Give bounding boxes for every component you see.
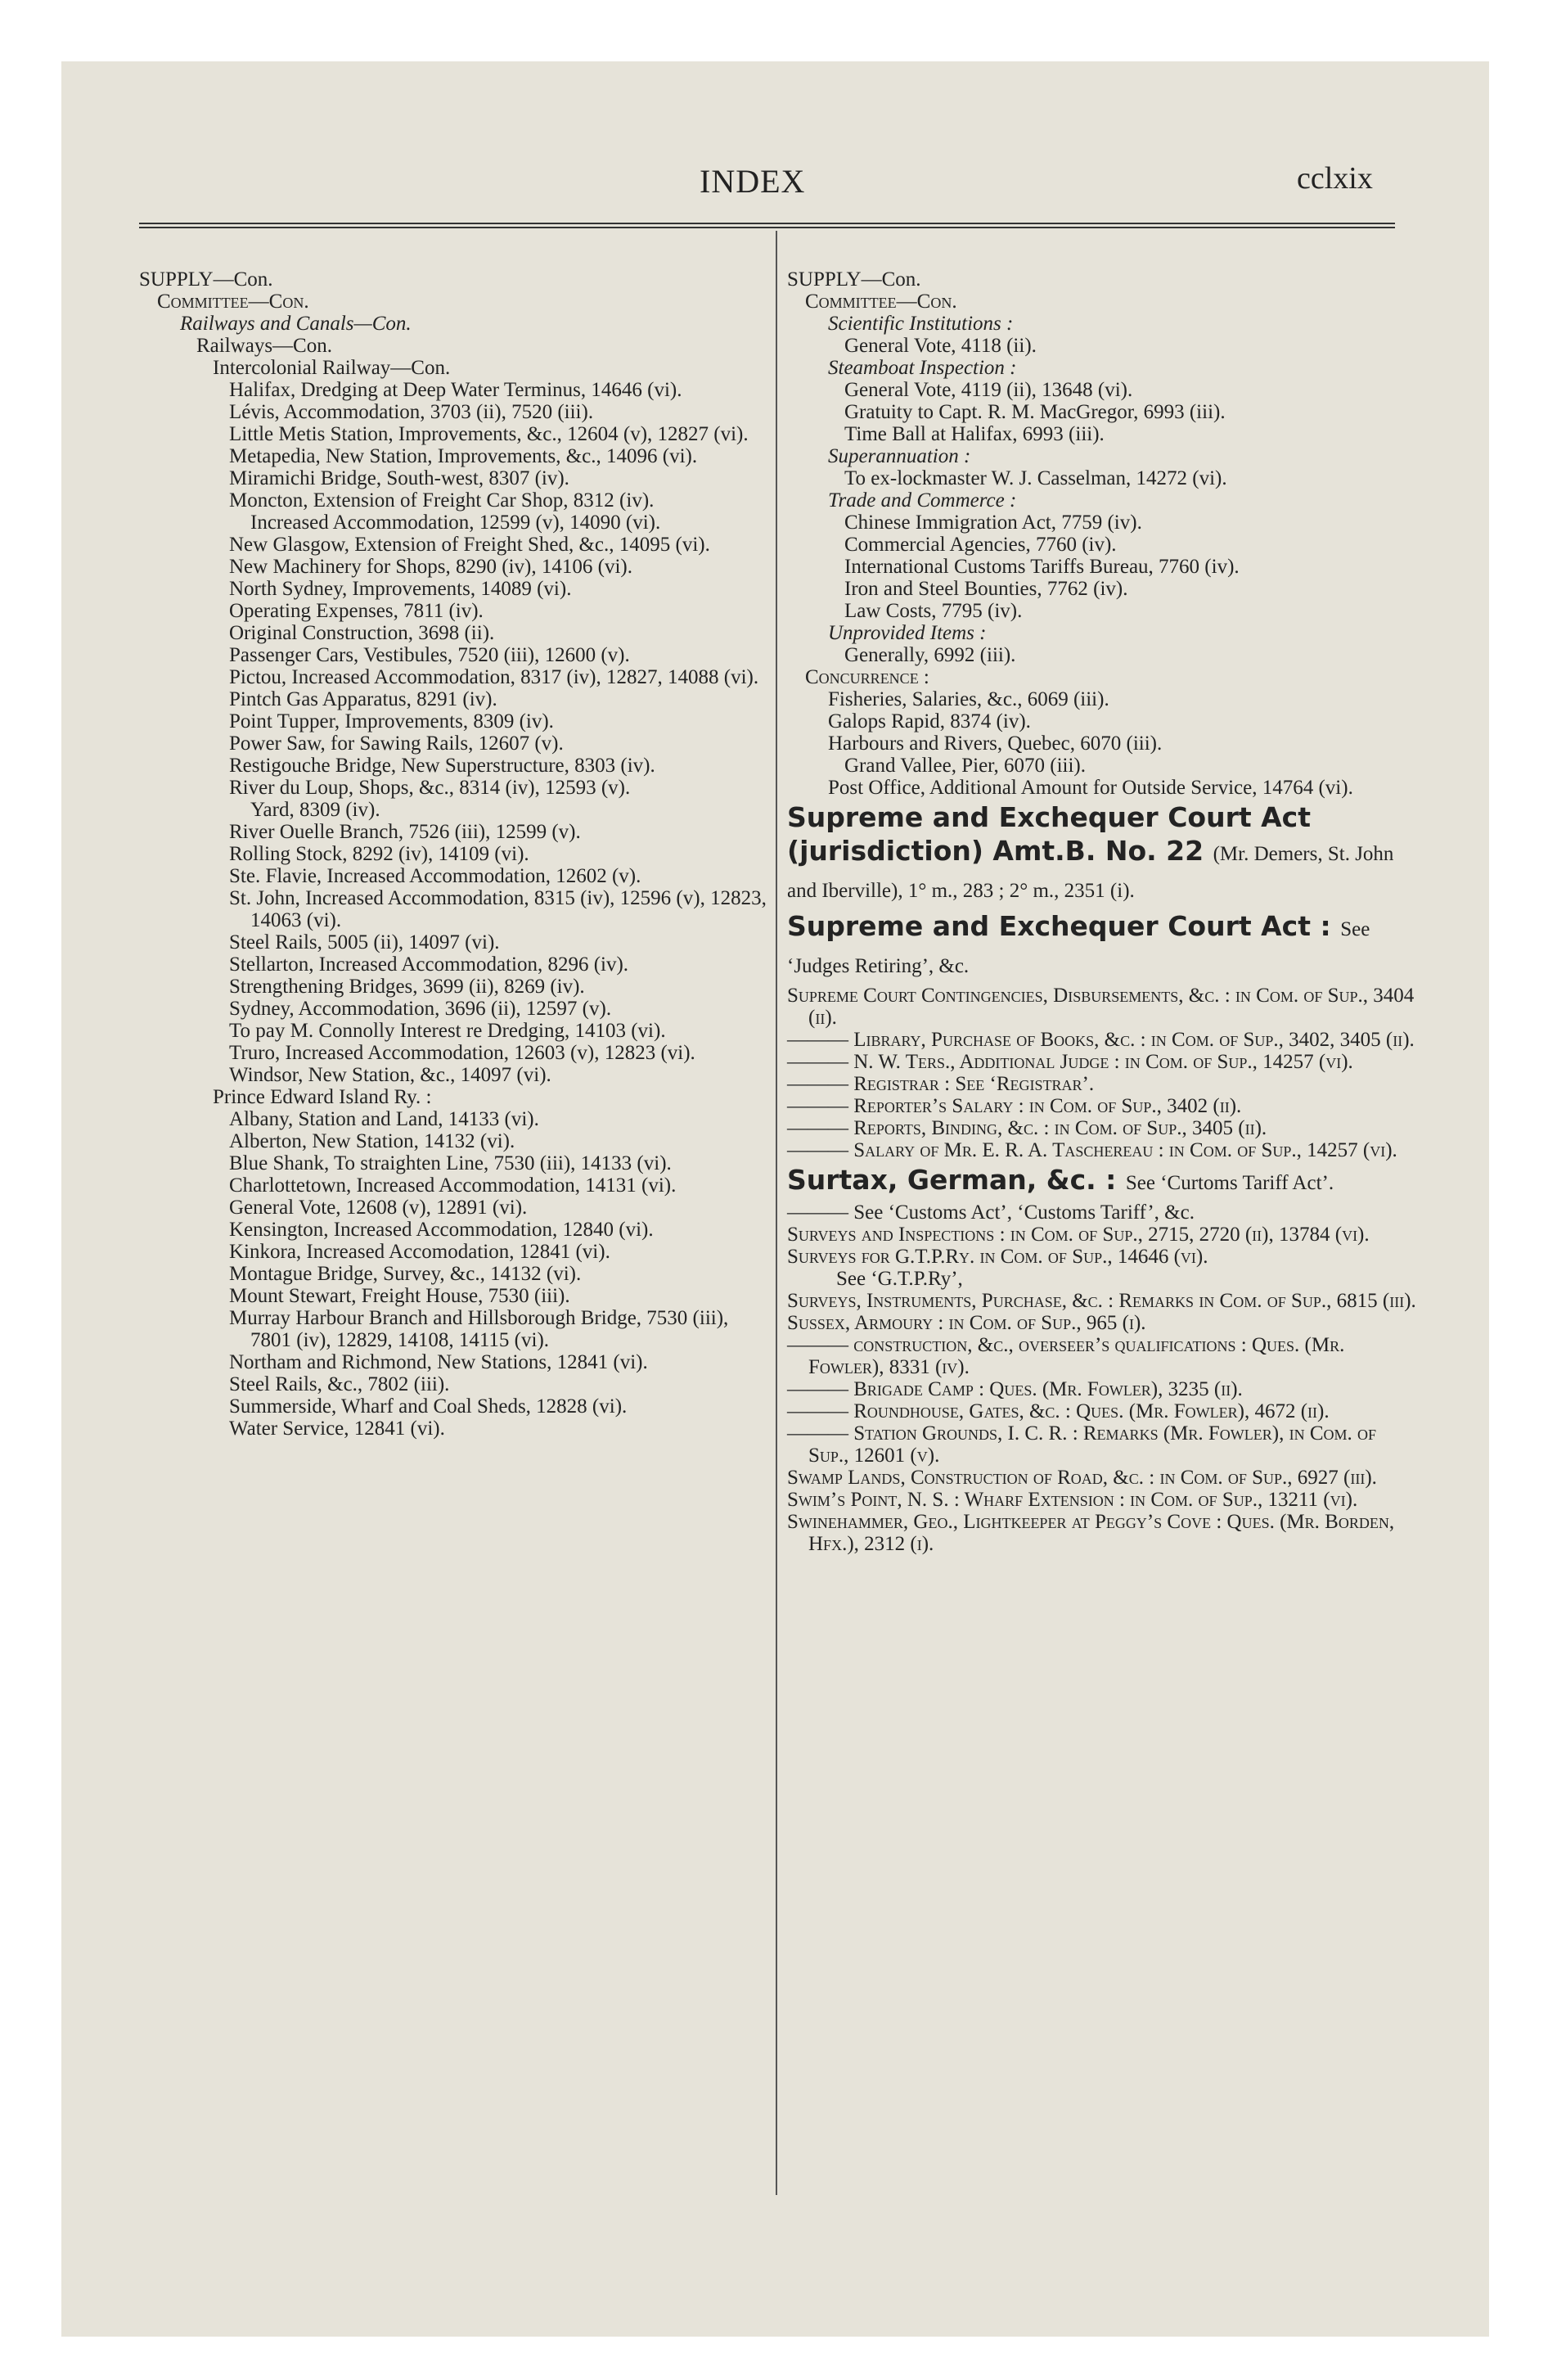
index-entry	[139, 799, 773, 821]
index-entry	[139, 976, 773, 998]
index-entry	[139, 401, 773, 423]
index-entry	[139, 1395, 773, 1418]
index-entry-text: Sydney, Accommodation, 3696 (ii), 12597 (v).	[229, 998, 612, 1020]
index-entry-text: Supreme Court Contingencies, Disbursements, &c. : in Com. of Sup., 3404 (ii).	[787, 985, 1415, 1029]
index-entry	[139, 1197, 773, 1219]
index-entry-text: SUPPLY—Con.	[787, 268, 921, 291]
index-entry	[787, 1489, 1417, 1511]
index-entry	[139, 1020, 773, 1042]
index-entry	[139, 1418, 773, 1440]
index-entry-text: Kinkora, Increased Accomodation, 12841 (vi).	[229, 1241, 610, 1263]
index-entry	[139, 534, 773, 556]
index-entry-text: See ‘G.T.P.Ry’,	[836, 1268, 963, 1290]
index-entry-text: Restigouche Bridge, New Superstructure, 8303 (iv).	[229, 755, 655, 777]
index-entry	[787, 379, 1417, 401]
index-entry-text: Truro, Increased Accommodation, 12603 (v), 12823 (vi).	[229, 1042, 695, 1064]
index-entry	[787, 1029, 1417, 1051]
index-entry-text: Passenger Cars, Vestibules, 7520 (iii), 12600 (v).	[229, 644, 630, 666]
index-entry-text: Little Metis Station, Improvements, &c., 12604 (v), 12827 (vi).	[229, 423, 749, 445]
index-entry	[787, 1422, 1417, 1467]
index-entry	[787, 1312, 1417, 1334]
index-entry-text: Scientific Institutions :	[828, 313, 1014, 335]
index-entry-text: Mount Stewart, Freight House, 7530 (iii).	[229, 1285, 570, 1307]
index-entry-text: New Glasgow, Extension of Freight Shed, &c., 14095 (vi).	[229, 534, 710, 556]
index-entry	[139, 865, 773, 887]
index-entry-text: Iron and Steel Bounties, 7762 (iv).	[844, 578, 1128, 600]
index-entry-text: Steel Rails, 5005 (ii), 14097 (vi).	[229, 931, 500, 953]
index-entry-text: ——— N. W. Ters., Additional Judge : in Com. of Sup., 14257 (vi).	[787, 1051, 1353, 1073]
index-entry-text: Surveys for G.T.P.Ry. in Com. of Sup., 14646 (vi).	[787, 1246, 1208, 1268]
index-entry	[139, 556, 773, 578]
index-entry	[139, 1042, 773, 1064]
index-entry-text: Northam and Richmond, New Stations, 12841 (vi).	[229, 1351, 648, 1373]
index-entry	[787, 467, 1417, 489]
index-entry	[139, 489, 773, 512]
index-entry-text: Point Tupper, Improvements, 8309 (iv).	[229, 710, 554, 732]
index-entry-text: Railways—Con.	[196, 335, 332, 357]
index-entry	[139, 291, 773, 313]
index-entry	[787, 710, 1417, 732]
index-entry-text: ——— Reporter’s Salary : in Com. of Sup., 3402 (ii).	[787, 1095, 1242, 1117]
index-entry-text: Original Construction, 3698 (ii).	[229, 622, 495, 644]
index-entry	[787, 985, 1417, 1029]
index-entry	[139, 467, 773, 489]
index-entry	[139, 1130, 773, 1152]
index-entry	[787, 357, 1417, 379]
index-entry	[139, 578, 773, 600]
index-entry	[787, 556, 1417, 578]
page-number: cclxix	[1297, 161, 1373, 196]
index-entry	[787, 1073, 1417, 1095]
index-entry-text: Sussex, Armoury : in Com. of Sup., 965 (i).	[787, 1312, 1146, 1334]
index-entry	[787, 423, 1417, 445]
column-divider	[776, 231, 777, 2195]
index-entry	[787, 578, 1417, 600]
index-entry-text: Montague Bridge, Survey, &c., 14132 (vi).	[229, 1263, 582, 1285]
index-entry-text: ——— Roundhouse, Gates, &c. : Ques. (Mr. Fowler), 4672 (ii).	[787, 1400, 1330, 1422]
index-entry	[787, 512, 1417, 534]
index-entry-text: Steel Rails, &c., 7802 (iii).	[229, 1373, 450, 1395]
index-entry	[787, 1334, 1417, 1378]
index-entry-text: Blue Shank, To straighten Line, 7530 (iii), 14133 (vi).	[229, 1152, 672, 1174]
index-entry	[139, 821, 773, 843]
index-entry	[139, 1307, 773, 1351]
index-entry-text: Commercial Agencies, 7760 (iv).	[844, 534, 1117, 556]
index-entry	[139, 445, 773, 467]
index-entry-text: Generally, 6992 (iii).	[844, 644, 1016, 666]
index-entry	[787, 1201, 1417, 1224]
index-entry-text: Stellarton, Increased Accommodation, 8296 (iv).	[229, 953, 629, 976]
index-entry-text: Law Costs, 7795 (iv).	[844, 600, 1023, 622]
index-entry-text: Post Office, Additional Amount for Outside Service, 14764 (vi).	[828, 777, 1353, 799]
index-entry-text: Rolling Stock, 8292 (iv), 14109 (vi).	[229, 843, 529, 865]
index-entry	[787, 1139, 1417, 1161]
index-entry	[139, 644, 773, 666]
index-entry-text: Intercolonial Railway—Con.	[213, 357, 451, 379]
index-entry	[139, 1285, 773, 1307]
index-entry	[787, 335, 1417, 357]
index-entry-text: Fisheries, Salaries, &c., 6069 (iii).	[828, 688, 1109, 710]
index-entry-text: ——— Station Grounds, I. C. R. : Remarks (Mr. Fowler), in Com. of Sup., 12601 (v).	[787, 1422, 1377, 1467]
index-entry-text: St. John, Increased Accommodation, 8315 (iv), 12596 (v), 12823, 14063 (vi).	[229, 887, 767, 931]
index-entry-text: Kensington, Increased Accommodation, 12840 (vi).	[229, 1219, 654, 1241]
index-entry-text: Superannuation :	[828, 445, 971, 467]
index-entry	[787, 688, 1417, 710]
index-entry	[139, 953, 773, 976]
index-entry-text: Strengthening Bridges, 3699 (ii), 8269 (iv).	[229, 976, 585, 998]
index-entry	[787, 644, 1417, 666]
index-entry	[787, 401, 1417, 423]
index-entry	[139, 512, 773, 534]
index-entry-text: Summerside, Wharf and Coal Sheds, 12828 (vi).	[229, 1395, 628, 1418]
index-entry-text: Railways and Canals—Con.	[180, 313, 412, 335]
index-entry	[787, 1467, 1417, 1489]
left-column	[139, 268, 773, 1440]
index-entry	[139, 1351, 773, 1373]
index-entry-text: Harbours and Rivers, Quebec, 6070 (iii).	[828, 732, 1163, 755]
index-entry-text: Surveys and Inspections : in Com. of Sup., 2715, 2720 (ii), 13784 (vi).	[787, 1224, 1370, 1246]
index-entry	[139, 1263, 773, 1285]
index-entry-text: Swamp Lands, Construction of Road, &c. : in Com. of Sup., 6927 (iii).	[787, 1467, 1377, 1489]
right-column	[787, 268, 1417, 1555]
index-entry	[787, 489, 1417, 512]
index-entry	[139, 313, 773, 335]
index-entry-detail: See ‘Curtoms Tariff Act’.	[1125, 1172, 1334, 1194]
index-entry-text: Yard, 8309 (iv).	[250, 799, 380, 821]
index-entry	[139, 1373, 773, 1395]
index-entry	[139, 357, 773, 379]
index-entry	[787, 534, 1417, 556]
index-entry-text: Halifax, Dredging at Deep Water Terminus, 14646 (vi).	[229, 379, 682, 401]
index-entry-text: Galops Rapid, 8374 (iv).	[828, 710, 1031, 732]
header-rule	[139, 223, 1395, 228]
index-entry	[787, 1268, 1417, 1290]
index-entry-text: ——— construction, &c., overseer’s qualifications : Ques. (Mr. Fowler), 8331 (iv).	[787, 1334, 1345, 1378]
index-entry-text: Increased Accommodation, 12599 (v), 14090 (vi).	[250, 512, 661, 534]
index-entry	[787, 1117, 1417, 1139]
index-entry-text: Supreme and Exchequer Court Act :	[787, 910, 1331, 942]
index-entry-text: Swim’s Point, N. S. : Wharf Extension : in Com. of Sup., 13211 (vi).	[787, 1489, 1358, 1511]
index-entry	[787, 268, 1417, 291]
index-entry	[787, 445, 1417, 467]
index-entry	[787, 666, 1417, 688]
index-entry-text: Windsor, New Station, &c., 14097 (vi).	[229, 1064, 551, 1086]
index-entry-text: Lévis, Accommodation, 3703 (ii), 7520 (iii).	[229, 401, 594, 423]
index-entry-detail: See ‘Judges Retiring’, &c.	[787, 918, 1370, 977]
index-entry-text: North Sydney, Improvements, 14089 (vi).	[229, 578, 572, 600]
index-entry-text: Supreme and Exchequer Court Act (jurisdiction) Amt.B. No. 22	[787, 801, 1311, 867]
index-entry-text: Moncton, Extension of Freight Car Shop, 8312 (iv).	[229, 489, 655, 512]
index-entry	[139, 732, 773, 755]
index-entry-text: Pintch Gas Apparatus, 8291 (iv).	[229, 688, 497, 710]
index-entry	[139, 688, 773, 710]
index-entry	[787, 1224, 1417, 1246]
index-entry-text: Grand Vallee, Pier, 6070 (iii).	[844, 755, 1086, 777]
index-entry	[787, 777, 1417, 799]
index-entry	[139, 931, 773, 953]
index-entry	[787, 1511, 1417, 1555]
index-entry	[787, 600, 1417, 622]
index-entry	[139, 1174, 773, 1197]
index-entry-text: ——— Registrar : See ‘Registrar’.	[787, 1073, 1095, 1095]
index-entry	[139, 1064, 773, 1086]
index-entry-detail: (Mr. Demers, St. John and Iberville), 1° m., 283 ; 2° m., 2351 (i).	[787, 843, 1394, 902]
index-entry-text: Miramichi Bridge, South-west, 8307 (iv).	[229, 467, 569, 489]
index-entry	[787, 732, 1417, 755]
index-entry-text: ——— Salary of Mr. E. R. A. Taschereau : in Com. of Sup., 14257 (vi).	[787, 1139, 1397, 1161]
index-entry	[787, 800, 1417, 908]
index-entry-text: ——— See ‘Customs Act’, ‘Customs Tariff’, &c.	[787, 1201, 1195, 1224]
index-entry	[139, 843, 773, 865]
index-entry-text: ——— Reports, Binding, &c. : in Com. of Sup., 3405 (ii).	[787, 1117, 1267, 1139]
index-entry	[139, 998, 773, 1020]
index-entry-text: SUPPLY—Con.	[139, 268, 273, 291]
index-entry-text: Albany, Station and Land, 14133 (vi).	[229, 1108, 539, 1130]
index-entry-text: Pictou, Increased Accommodation, 8317 (iv), 12827, 14088 (vi).	[229, 666, 759, 688]
index-entry	[139, 268, 773, 291]
index-entry-text: ——— Library, Purchase of Books, &c. : in Com. of Sup., 3402, 3405 (ii).	[787, 1029, 1415, 1051]
index-entry-text: Surveys, Instruments, Purchase, &c. : Remarks in Com. of Sup., 6815 (iii).	[787, 1290, 1416, 1312]
index-entry	[787, 909, 1417, 983]
index-entry-text: Operating Expenses, 7811 (iv).	[229, 600, 484, 622]
index-entry-text: Committee—Con.	[805, 291, 957, 313]
index-entry-text: Prince Edward Island Ry. :	[213, 1086, 432, 1108]
index-entry	[787, 1400, 1417, 1422]
index-entry	[787, 1095, 1417, 1117]
index-entry-text: Charlottetown, Increased Accommodation, 14131 (vi).	[229, 1174, 677, 1197]
index-entry	[139, 1086, 773, 1108]
index-entry-text: Ste. Flavie, Increased Accommodation, 12602 (v).	[229, 865, 641, 887]
index-entry-text: General Vote, 12608 (v), 12891 (vi).	[229, 1197, 528, 1219]
index-entry	[139, 379, 773, 401]
index-entry	[787, 1290, 1417, 1312]
page-title: INDEX	[700, 163, 806, 200]
index-entry	[787, 622, 1417, 644]
index-entry-text: Water Service, 12841 (vi).	[229, 1418, 445, 1440]
index-entry	[139, 710, 773, 732]
index-entry	[787, 755, 1417, 777]
index-entry	[139, 755, 773, 777]
index-entry-text: Alberton, New Station, 14132 (vi).	[229, 1130, 515, 1152]
index-entry	[139, 1219, 773, 1241]
index-entry	[139, 335, 773, 357]
index-entry-text: Power Saw, for Sawing Rails, 12607 (v).	[229, 732, 564, 755]
index-entry	[139, 1152, 773, 1174]
index-entry-text: General Vote, 4119 (ii), 13648 (vi).	[844, 379, 1133, 401]
index-entry-text: ——— Brigade Camp : Ques. (Mr. Fowler), 3235 (ii).	[787, 1378, 1243, 1400]
index-entry	[787, 291, 1417, 313]
index-entry	[787, 1051, 1417, 1073]
index-entry-text: Metapedia, New Station, Improvements, &c., 14096 (vi).	[229, 445, 698, 467]
index-entry-text: Time Ball at Halifax, 6993 (iii).	[844, 423, 1105, 445]
index-entry-text: To pay M. Connolly Interest re Dredging, 14103 (vi).	[229, 1020, 666, 1042]
index-entry-text: General Vote, 4118 (ii).	[844, 335, 1037, 357]
index-entry-text: River du Loup, Shops, &c., 8314 (iv), 12593 (v).	[229, 777, 631, 799]
index-entry-text: Trade and Commerce :	[828, 489, 1017, 512]
index-entry-text: Unprovided Items :	[828, 622, 987, 644]
index-entry	[139, 887, 773, 931]
index-entry-text: Committee—Con.	[157, 291, 309, 313]
index-entry-text: Gratuity to Capt. R. M. MacGregor, 6993 (iii).	[844, 401, 1226, 423]
index-entry-text: Chinese Immigration Act, 7759 (iv).	[844, 512, 1142, 534]
index-entry-text: Swinehammer, Geo., Lightkeeper at Peggy’s Cove : Ques. (Mr. Borden, Hfx.), 2312 (i).	[787, 1511, 1395, 1555]
index-entry	[787, 1163, 1417, 1200]
index-entry	[139, 622, 773, 644]
index-entry-text: Steamboat Inspection :	[828, 357, 1017, 379]
index-entry	[787, 313, 1417, 335]
index-entry	[139, 423, 773, 445]
index-entry-text: Murray Harbour Branch and Hillsborough Bridge, 7530 (iii), 7801 (iv), 12829, 14108, 14115 (vi).	[229, 1307, 729, 1351]
index-entry-text: Surtax, German, &c. :	[787, 1164, 1117, 1196]
index-entry-text: To ex-lockmaster W. J. Casselman, 14272 (vi).	[844, 467, 1227, 489]
index-entry	[139, 777, 773, 799]
index-entry-text: International Customs Tariffs Bureau, 7760 (iv).	[844, 556, 1240, 578]
index-entry	[139, 666, 773, 688]
index-entry	[787, 1378, 1417, 1400]
index-entry	[139, 600, 773, 622]
index-entry-text: Concurrence :	[805, 666, 929, 688]
index-entry	[787, 1246, 1417, 1268]
index-entry-text: River Ouelle Branch, 7526 (iii), 12599 (v).	[229, 821, 581, 843]
index-entry	[139, 1241, 773, 1263]
index-entry	[139, 1108, 773, 1130]
index-entry-text: New Machinery for Shops, 8290 (iv), 14106 (vi).	[229, 556, 632, 578]
